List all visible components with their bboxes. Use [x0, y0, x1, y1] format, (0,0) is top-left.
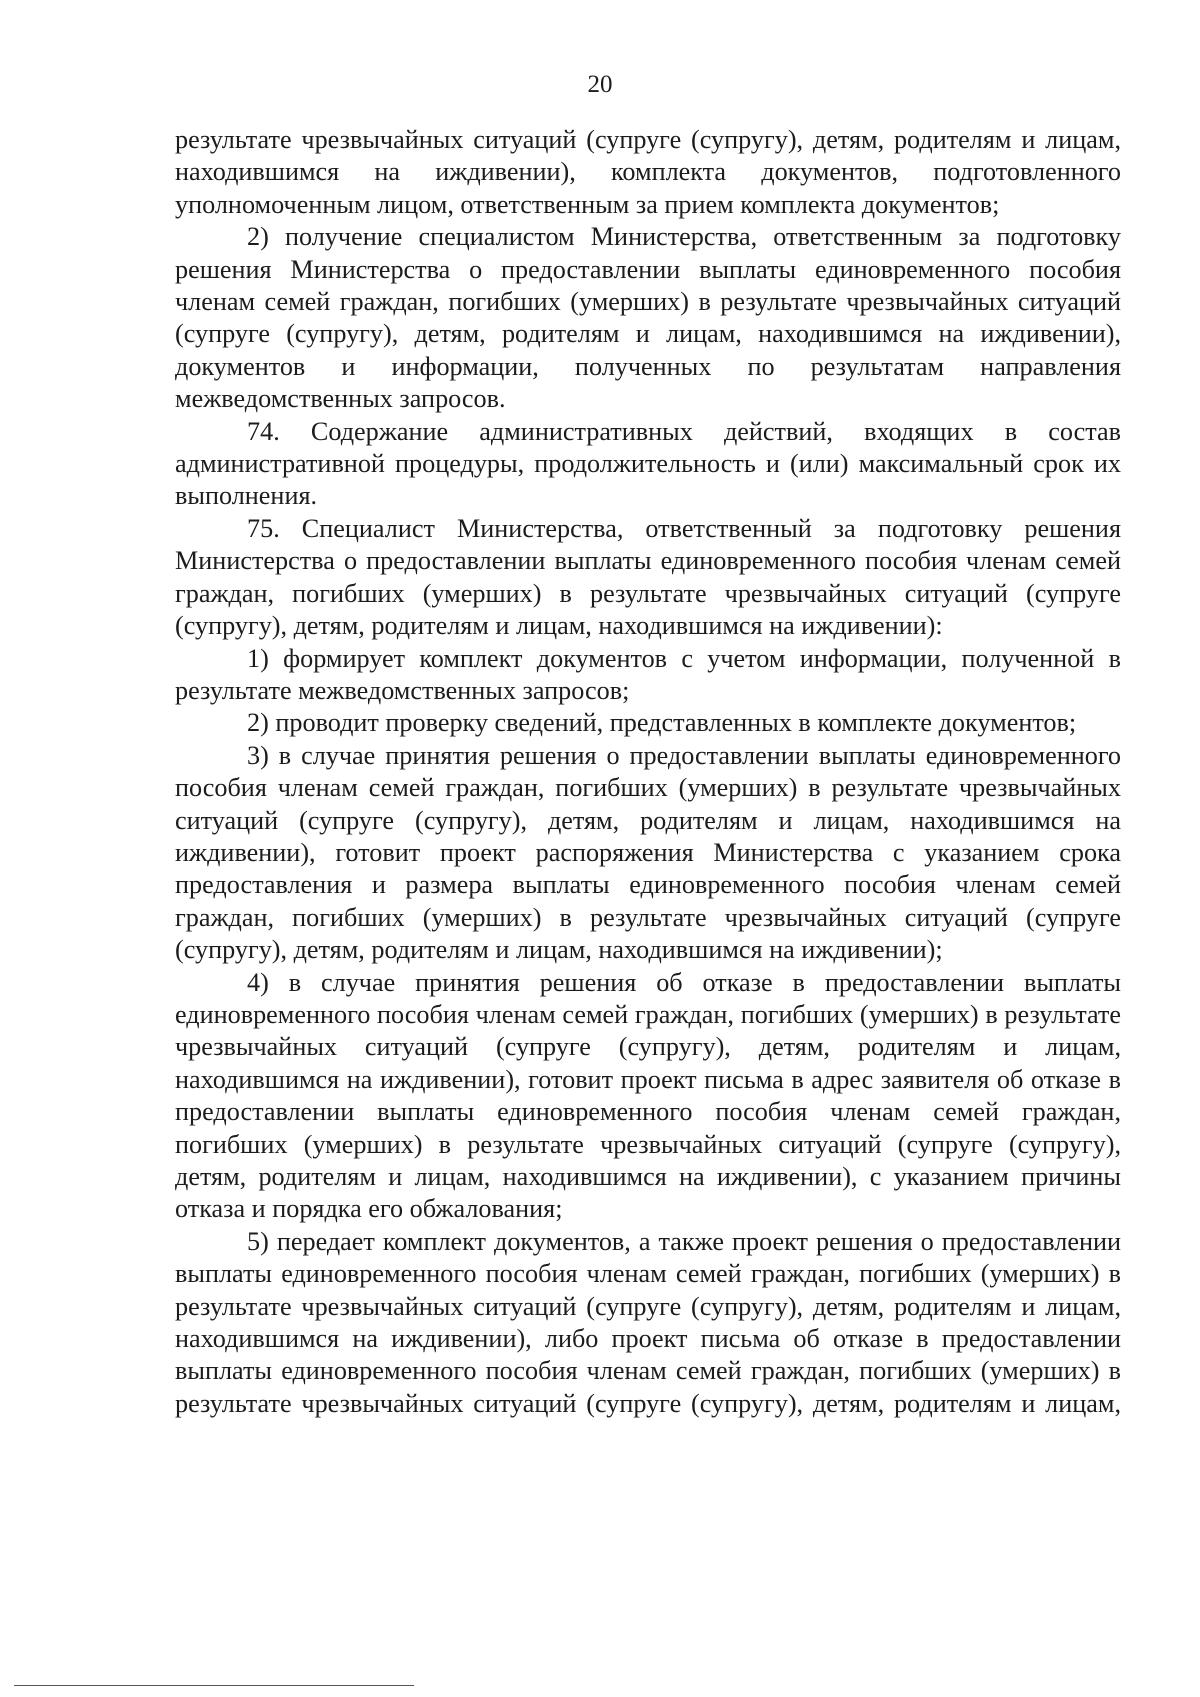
paragraph-clause-75: 75. Специалист Министерства, ответственный за подготовку решения Министерства о предоставлении выплаты единовременного пособия членам семей граждан, погибших (умерших) в результате чрезвычайных ситуаций (супруге (супругу), детям, родителям и лицам, находившимся на иждивении):: [175, 513, 1121, 641]
paragraph-continued: результате чрезвычайных ситуаций (супруге (супругу), детям, родителям и лицам, находившимся на иждивении), комплекта документов, подготовленного уполномоченным лицом, ответственным за прием комплекта документов;: [175, 125, 1121, 219]
document-body: [175, 124, 1121, 1420]
paragraph-item-4: 4) в случае принятия решения об отказе в предоставлении выплаты единовременного пособия членам семей граждан, погибших (умерших) в результате чрезвычайных ситуаций (супруге (супругу), детям, родителям и лицам, находившимся на иждивении), готовит проект письма в адрес заявителя об отказе в предоставлении выплаты единовременного пособия членам семей граждан, погибших (умерших) в результате чрезвычайных ситуаций (супруге (супругу), детям, родителям и лицам, находившимся на иждивении), с указанием причины отказа и порядка его обжалования;: [175, 967, 1121, 1224]
page-number: 20: [587, 71, 613, 98]
paragraph-clause-74: 74. Содержание административных действий, входящих в состав административной процедуры, продолжительность и (или) максимальный срок их выполнения.: [175, 416, 1121, 511]
paragraph-item-2-receipt: 2) получение специалистом Министерства, ответственным за подготовку решения Министерства о предоставлении выплаты единовременного пособия членам семей граждан, погибших (умерших) в результате чрезвычайных ситуаций (супруге (супругу), детям, родителям и лицам, находившимся на иждивении), документов и информации, полученных по результатам направления межведомственных запросов.: [175, 222, 1121, 414]
paragraph-item-1: 1) формирует комплект документов с учетом информации, полученной в результате межведомственных запросов;: [175, 643, 1121, 705]
paragraph-item-5: 5) передает комплект документов, а также проект решения о предоставлении выплаты единовременного пособия членам семей граждан, погибших (умерших) в результате чрезвычайных ситуаций (супруге (супругу), детям, родителям и лицам, находившимся на иждивении), либо проект письма об отказе в предоставлении выплаты единовременного пособия членам семей граждан, погибших (умерших) в результате чрезвычайных ситуаций (супруге (супругу), детям, родителям и лицам,: [175, 1226, 1121, 1418]
paragraph-item-3: 3) в случае принятия решения о предоставлении выплаты единовременного пособия членам семей граждан, погибших (умерших) в результате чрезвычайных ситуаций (супруге (супругу), детям, родителям и лицам, находившимся на иждивении), готовит проект распоряжения Министерства с указанием срока предоставления и размера выплаты единовременного пособия членам семей граждан, погибших (умерших) в результате чрезвычайных ситуаций (супруге (супругу), детям, родителям и лицам, находившимся на иждивении);: [175, 740, 1121, 965]
paragraph-item-2: 2) проводит проверку сведений, представленных в комплекте документов;: [247, 708, 1077, 738]
bottom-rule: [14, 1685, 414, 1686]
